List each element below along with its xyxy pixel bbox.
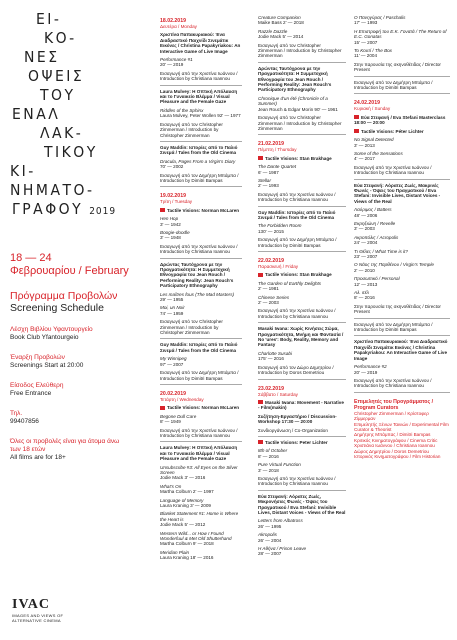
film-title: Stellar xyxy=(258,177,272,183)
film-entry xyxy=(160,550,242,561)
schedule-heading xyxy=(10,290,130,314)
film-entry xyxy=(160,511,242,527)
curator-entry: Δημήτρης Μπάμπας / Dimitri Bampas xyxy=(354,432,431,438)
film-meta: 175' — 2016 xyxy=(258,356,284,362)
section-heading xyxy=(258,156,346,161)
film-entry xyxy=(354,137,450,148)
phone-en: 99407856 xyxy=(10,418,39,425)
intro-note: Εισαγωγή από τον Christopher Zimmerman / Introduction by Christopher Zimmerman xyxy=(160,319,223,336)
entrance-gr: Είσοδος Ελεύθερη xyxy=(10,382,64,389)
program-title-text: Guy Maddin: Ιστορίες από το Παλιό Σινεμά / Tales from the Old Cinema xyxy=(160,144,238,156)
program-title xyxy=(258,326,346,348)
film-title: Performance #2 xyxy=(354,364,387,370)
film-title: My Winnipeg xyxy=(160,356,187,362)
film-title: What's On xyxy=(160,483,182,489)
venue-gr: Λέσχη Βιβλίου Υφαντουργείο xyxy=(10,326,93,333)
day-heading: 20.02.2019 xyxy=(160,390,186,397)
film-meta: 20' — 2019 xyxy=(354,369,378,375)
film-title: Λαύριμος / Batters xyxy=(354,207,392,213)
divider xyxy=(258,134,346,135)
film-title: Charlotte Susabi xyxy=(258,350,292,356)
film-entry xyxy=(160,159,242,170)
film-entry xyxy=(354,276,450,287)
intro-note: Εισαγωγή από την Χριστίνα Ιωάννου / Introduction by Christiana Ioannou xyxy=(160,243,238,255)
schedule-column-2 xyxy=(258,12,346,557)
film-entry xyxy=(354,364,450,375)
film-title: Unsubscribe #3: All Eyes on the Silver Screen xyxy=(160,464,238,475)
program-title xyxy=(258,210,346,221)
film-entry xyxy=(258,281,346,292)
section-title: Tactile Visions: Norman McLaren xyxy=(167,207,240,213)
day-name: Κυριακή / Sunday xyxy=(354,106,391,112)
festival-year: 2019 xyxy=(89,206,117,217)
title-line: ΤΙΚΟΥ xyxy=(44,143,98,161)
film-meta: 130' — 2015 xyxy=(258,228,284,234)
film-meta: 70' — 2002 xyxy=(160,164,184,170)
section-title: Εύα Στεφανή / Eva Stefani Masterclass 18:00 — 20:00 xyxy=(354,114,446,126)
film-title: Pure Virtual Function xyxy=(258,462,301,468)
film-entry xyxy=(354,48,450,59)
section-heading xyxy=(258,272,346,277)
program-title xyxy=(258,66,346,93)
film-meta: Laura Kraning 18' — 2016 xyxy=(160,555,214,561)
play-icon xyxy=(354,129,359,133)
film-entry xyxy=(258,351,346,362)
intro-note: Εισαγωγή από την Χριστίνα Ιωάννου / Introduction by Christiana Ioannou xyxy=(258,308,336,319)
film-meta: 74' — 1959 xyxy=(160,310,184,316)
film-title: Εκρηξιώνη / Revelle xyxy=(354,220,396,226)
film-title: Language of Memory xyxy=(160,497,204,503)
section-heading xyxy=(258,440,346,445)
start-gr: Έναρξη Προβολών xyxy=(10,354,65,361)
divider xyxy=(354,76,450,77)
film-entry xyxy=(160,414,242,425)
film-meta: 17' — 1993 xyxy=(354,20,378,26)
film-title: Riddles of the Sphinx xyxy=(160,107,204,113)
film-meta: 28' — 2007 xyxy=(258,551,282,557)
film-entry xyxy=(354,221,450,232)
phone-info xyxy=(10,410,130,426)
film-meta: 2' — 2003 xyxy=(258,300,279,306)
schedule-column-1 xyxy=(160,12,242,561)
title-line: ΝΗΜΑΤΟ- xyxy=(10,181,95,199)
film-title: Blanket Statement #1: Home is Where the Heart is xyxy=(160,511,239,522)
film-meta: Maike Bass 2' — 2018 xyxy=(258,20,304,26)
film-title: Hen Hop xyxy=(160,216,179,222)
intro-note: Εισαγωγή από τον Δημήτρη Μπάμπα / Introduction by Dimitri Bampas xyxy=(160,172,239,183)
logo-subtitle: IMAGES AND VIEWS OF ALTERNATIVE CINEMA xyxy=(12,613,64,623)
film-meta: 29' — 1955 xyxy=(160,297,184,303)
film-entry xyxy=(354,29,450,45)
divider xyxy=(354,93,450,94)
film-title: Chinese Series xyxy=(258,294,290,300)
divider xyxy=(258,322,346,323)
entrance-info xyxy=(10,382,130,398)
curator-entry: Ιστορικός Κινηματογράφου / Film Historian xyxy=(354,453,441,459)
day-heading: 18.02.2019 xyxy=(160,18,186,24)
film-meta: 3' — 1948 xyxy=(160,235,181,241)
divider xyxy=(258,251,346,252)
section-heading xyxy=(160,208,242,213)
program-title-text: Χριστίνα Παπακυριακού: Ένα Διαδραστικό Παιχνίδι Σινεμάτικ Εικόνες / Christina Papakyriakou: An Interactive Game of Live Image xyxy=(354,339,448,361)
intro-note: Στην παρουσία της σκηνοθέτιδας / Director Present xyxy=(354,303,441,315)
intro-note: Στην παρουσία της σκηνοθέτιδας / Director Present xyxy=(354,61,441,73)
film-entry xyxy=(258,546,346,557)
film-title: Creature Companion xyxy=(258,15,301,20)
entrance-en: Free Entrance xyxy=(10,390,52,397)
film-meta: 8' — 1949 xyxy=(160,419,181,425)
curator-entry: Δώρος Δημητρίου / Doros Demetriou xyxy=(354,448,429,454)
film-title: Dracula, Pages From a Virgin's Diary xyxy=(160,158,236,164)
play-icon xyxy=(160,406,165,410)
film-entry xyxy=(160,230,242,241)
film-title: Razzle Dazzle xyxy=(258,28,288,34)
intro-note: Εισαγωγή από τον Δημήτρη Μπάμπα / Introduction by Dimitri Bampas xyxy=(258,237,337,248)
film-entry xyxy=(258,462,346,473)
day-name: Πέμπτη / Thursday xyxy=(258,147,297,153)
film-meta: 11' — 2004 xyxy=(354,53,378,59)
film-title: The Garden of Earthly Delights xyxy=(258,280,322,286)
film-meta: 2' — 1981 xyxy=(258,286,279,292)
film-title: The Dante Quartet xyxy=(258,164,297,170)
divider xyxy=(160,441,242,442)
film-entry xyxy=(354,290,450,301)
curator-entry: Christopher Zimmerman / Κρίστοφερ Ζίμμερμαν xyxy=(354,410,429,422)
play-icon xyxy=(160,208,165,212)
program-title-text: Συζήτηση-Εργαστήριο / Discussion-Workshop 17:30 — 20:00 xyxy=(258,413,337,425)
film-meta: 8' — 2016 xyxy=(258,453,279,459)
curator-entry: Επιμελητής Ξένων Ταινιών / Experimental Film Curator & Theorist xyxy=(354,421,449,432)
program-title-text: Laura Mulvey: Η Οπτική Απόλαυση και το Γυναικείο Βλέμμα / Visual Pleasure and the Female Gaze xyxy=(160,88,238,105)
film-entry xyxy=(354,151,450,162)
film-meta: 23' — 2007 xyxy=(354,254,378,259)
film-entry xyxy=(258,15,346,26)
film-entry xyxy=(160,216,242,227)
divider xyxy=(160,186,242,187)
film-title: Moi, un Noir xyxy=(160,305,185,311)
day-name: Δευτέρα / Monday xyxy=(160,24,197,29)
film-entry xyxy=(258,532,346,543)
film-entry xyxy=(258,164,346,175)
film-meta: 26' — 2004 xyxy=(258,537,282,543)
film-title: Letters from Albatross xyxy=(258,518,303,524)
program-title-text: Εύα Στεφανή: Αόρατες Ζωές, Μικρονήσιες Φωνές - Όψεις του Πραγματικού / Eva Stefani: Invisible Lives, Distant Voices - Views of the Real xyxy=(258,493,346,515)
section-heading xyxy=(354,115,450,126)
film-title: Τι Θέλει; / What Time is it? xyxy=(354,248,408,254)
section-heading xyxy=(160,405,242,410)
title-line: ΕΝΑΛ xyxy=(12,105,61,123)
day-heading: 24.02.2019 xyxy=(354,100,380,107)
film-meta: 15' — 2007 xyxy=(354,39,378,45)
start-info xyxy=(10,354,130,370)
title-line: ΛΑΚ- xyxy=(40,124,84,142)
divider xyxy=(160,258,242,259)
film-title: Ο Νάος της Παρθένου / Virgin's Temple xyxy=(354,262,434,268)
intro-note: Εισαγωγή από τον Christopher Zimmerman / Introduction by Christopher Zimmerman xyxy=(160,121,223,138)
film-entry xyxy=(258,518,346,529)
festival-dates: 18 — 24 xyxy=(10,252,52,264)
start-en: Screenings Start at 20:00 xyxy=(10,362,84,369)
title-line: ΝΕΣ xyxy=(24,48,60,66)
film-meta: Jodie Mack 5' — 2014 xyxy=(258,34,304,40)
film-meta: 12' — 2013 xyxy=(354,281,378,287)
program-title-text: Δρώντας Ταυτόχρονα με την Πραγματικότητα: Η Συμμετοχική Εθνογραφία του Jean Rouch / Performing Reality: Jean Rouch's Participatory Ethnography xyxy=(258,65,332,93)
program-title xyxy=(160,342,242,353)
program-title xyxy=(160,89,242,105)
program-title xyxy=(160,32,242,54)
age-en: All films are for 18+ xyxy=(10,454,66,461)
film-entry xyxy=(258,29,346,40)
venue-en: Book Club Yfantourgeio xyxy=(10,334,79,341)
title-line: ΕΙ- xyxy=(36,10,62,28)
film-meta: Laura Mulvey, Peter Wollen 92' — 1977 xyxy=(160,113,241,119)
film-title: No Signal Detected xyxy=(354,137,394,143)
film-entry xyxy=(160,108,242,119)
film-meta: 26' — 1995 xyxy=(258,523,282,529)
divider xyxy=(160,338,242,339)
title-line: ΤΟΥ xyxy=(40,86,76,104)
film-meta: Laura Kraning 3' — 2009 xyxy=(160,503,211,508)
program-title-text: Guy Maddin: Ιστορίες από το Παλιό Σινεμά / Tales from the Old Cinema xyxy=(160,342,238,353)
film-title: Ο Πανηγύρας / Paschalis xyxy=(354,15,406,20)
film-entry xyxy=(354,249,450,260)
play-icon xyxy=(258,156,263,160)
phone-gr: Τηλ. xyxy=(10,410,23,417)
program-title xyxy=(354,339,450,361)
day-name: Τρίτη / Tuesday xyxy=(160,199,193,205)
film-meta: Martha Colburn 2' — 1997 xyxy=(160,489,214,495)
day-name: Σάββατο / Saturday xyxy=(258,391,298,397)
section-heading xyxy=(354,129,450,134)
day-heading: 23.02.2019 xyxy=(258,385,284,392)
section-title: Tactile Visions: Stan Brakhage xyxy=(265,272,332,278)
ivac-logo xyxy=(12,597,72,623)
play-icon xyxy=(258,273,263,277)
divider xyxy=(354,335,450,336)
section-title: Tactile Visions: Norman McLaren xyxy=(167,405,240,411)
curator-entry: Κριτικός Κινηματογράφου / Cinema Critic xyxy=(354,437,438,443)
divider xyxy=(160,85,242,86)
title-line: ΚΙ- xyxy=(10,162,36,180)
film-title: Western Wild... or How I Found Wonderfuul & Met Old Shutterhand xyxy=(160,530,232,542)
title-line: ΟΨΕΙΣ xyxy=(28,67,85,85)
program-title xyxy=(160,145,242,156)
divider xyxy=(354,318,450,319)
festival-month: Φεβρουαρίου / February xyxy=(10,265,129,277)
film-entry xyxy=(160,484,242,495)
film-title: Performance #1 xyxy=(160,57,193,63)
section-title: Tactile Visions: Péter Lichter xyxy=(361,128,424,134)
program-title xyxy=(354,183,450,205)
day-heading: 19.02.2019 xyxy=(160,193,186,200)
film-meta: 4' — 2017 xyxy=(354,156,375,162)
film-meta: 2' — 2010 xyxy=(354,267,375,273)
program-title-text: Masaki Iwana: Χωρίς Κινήσεις Σώμα, Πραγματικότητα, Μνήμη και Φαντασία / No 'ures': Body, Reality, Memory and Fantasy xyxy=(258,326,344,348)
intro-note: Εισαγωγή από τον Christopher Zimmerman / Introduction by Christopher Zimmerman xyxy=(258,42,342,59)
film-title: Begone Dull Care xyxy=(160,413,197,419)
day-heading: 22.02.2019 xyxy=(258,258,284,264)
film-entry xyxy=(160,305,242,316)
film-title: Η Επιστροφή του Ε.Κ. Γονατά / The Return of E.C. Gonatas xyxy=(354,28,447,40)
intro-note: Εισαγωγή από την Χριστίνα Ιωάννου / Introduction by Christiana Ioannou xyxy=(258,475,336,487)
intro-note: Εισαγωγή από την Χριστίνα Ιωάννου / Introduction by Christiana Ioannou xyxy=(160,70,238,82)
age-info xyxy=(10,438,130,462)
program-title-text: Εύα Στεφανή: Αόρατες Ζωές, Μακρινές Φωνές - Όψεις του Πραγματικού / Eva Stefani: Invisible Lives, Distant Voices - Views of the Real xyxy=(354,182,441,204)
film-meta: 3' — 2013 xyxy=(354,142,375,148)
film-meta: Jodie Mack 3' — 2016 xyxy=(160,475,206,481)
divider xyxy=(258,490,346,491)
intro-note: Εισαγωγή από τον Δημήτρη Μπάμπα / Introduction by Dimitri Bampas xyxy=(354,321,433,333)
curators-heading: Επιμελητές του Προγράμματος / Program Curators xyxy=(354,398,434,411)
schedule-column-3 xyxy=(354,12,450,459)
film-entry xyxy=(258,223,346,234)
day-name: Τετάρτη / Wednesday xyxy=(160,396,204,402)
film-title: 8th of October xyxy=(258,448,288,454)
section-title: Tactile Visions: Stan Brakhage xyxy=(265,155,332,161)
play-icon xyxy=(258,440,263,444)
curator-entry: Χριστιάνα Ιωάννου / Christiana Ioannou xyxy=(354,443,435,449)
intro-note: Εισαγωγή από την Χριστίνα Ιωάννου / Introduction by Christiana Ioannou xyxy=(160,427,238,438)
age-gr: Όλες οι προβολές είναι για άτομα άνω των 18 ετών xyxy=(10,438,120,453)
film-entry xyxy=(354,235,450,246)
film-title: Les maîtres fous (The Mad Masters) xyxy=(160,291,235,297)
intro-note: Εισαγωγή από τον Δημήτρη Μπάμπα / Introduction by Dimitri Bampas xyxy=(160,370,239,381)
venue-info xyxy=(10,326,130,342)
program-title-text: Laura Mulvey: Η Οπτική Απόλαυση και το Γυναικείο Βλέμμα / Visual Pleasure and the Female Gaze xyxy=(160,445,238,462)
film-title: Η Αθήνα / Prison Leave xyxy=(258,546,307,552)
program-title xyxy=(258,494,346,516)
title-line: ΚΟ- xyxy=(44,29,77,47)
film-title: Το Κουτί / The Box xyxy=(354,48,392,54)
film-entry xyxy=(354,15,450,26)
film-entry xyxy=(160,498,242,509)
logo-mark: IVAC xyxy=(12,597,50,612)
film-entry xyxy=(258,448,346,459)
program-title xyxy=(160,445,242,461)
film-meta: 24' — 2004 xyxy=(354,240,378,246)
film-meta: Martha Colburn 9' — 2018 xyxy=(160,541,214,547)
schedule-heading-gr: Πρόγραμμα Προβολών xyxy=(10,290,118,302)
film-entry xyxy=(258,295,346,306)
program-title-text: Δρώντας Ταυτόχρονα με την Πραγματικότητα: Η Συμμετοχική Εθνογραφία του Jean Rouch / Performing Reality: Jean Rouch's Participatory Ethnography xyxy=(160,261,234,289)
film-entry xyxy=(160,57,242,68)
section-heading xyxy=(258,400,346,411)
event-info xyxy=(10,252,130,462)
film-title: Meridian Plain xyxy=(160,549,190,555)
film-entry xyxy=(258,178,346,189)
divider xyxy=(258,436,346,437)
film-title: Chronique d'un été (Chronicle of a Summer) xyxy=(258,95,328,107)
film-meta: 3' — 2018 xyxy=(258,467,279,473)
film-meta: Jean Rouch & Edgar Morin 90' — 1961 xyxy=(258,106,338,112)
film-entry xyxy=(160,292,242,303)
program-title xyxy=(160,262,242,289)
film-meta: 3' — 1942 xyxy=(160,221,181,227)
film-meta: 3' — 2003 xyxy=(354,226,375,232)
program-title-text: Guy Maddin: Ιστορίες από το Παλιό Σινεμά / Tales from the Old Cinema xyxy=(258,209,336,220)
film-entry xyxy=(258,96,346,112)
film-entry xyxy=(354,207,450,218)
program-title xyxy=(258,414,346,425)
film-meta: 2' — 1993 xyxy=(258,183,279,189)
divider xyxy=(160,384,242,385)
play-icon xyxy=(354,115,359,119)
section-title: Tactile Visions: Peter Lichter xyxy=(265,439,328,445)
film-title: Boogie-doodle xyxy=(160,229,190,235)
film-entry xyxy=(160,531,242,547)
film-meta: 8' — 2016 xyxy=(354,295,375,301)
film-entry xyxy=(354,262,450,273)
divider xyxy=(354,392,450,393)
film-title: Προσωπικό / Personal xyxy=(354,276,400,282)
film-title: The Forbidden Room xyxy=(258,223,302,229)
film-meta: 6' — 1987 xyxy=(258,169,279,175)
film-title: Αλ. ιτέλ xyxy=(354,290,369,296)
film-entry xyxy=(160,465,242,481)
film-meta: 48' — 2006 xyxy=(354,212,378,218)
divider xyxy=(258,206,346,207)
title-line: ΓΡΑΦΟΥ xyxy=(12,200,84,218)
divider xyxy=(258,379,346,380)
intro-note: Εισαγωγή από την Χριστίνα Ιωάννου / Introduction by Christiana Ioannou xyxy=(354,164,432,176)
day-heading: 21.02.2019 xyxy=(258,141,284,148)
schedule-heading-en: Screening Schedule xyxy=(10,302,104,314)
intro-note: Εισαγωγή από την Χριστίνα Ιωάννου / Introduction by Christiana Ioannou xyxy=(258,191,336,203)
film-entry xyxy=(160,356,242,367)
title-line-last xyxy=(10,200,152,221)
film-title: Some of the Sensations xyxy=(354,150,403,156)
divider xyxy=(354,179,450,180)
divider xyxy=(160,141,242,142)
film-title: Ακροπόλις / Acropolis xyxy=(354,234,399,240)
day-name: Παρασκευή / Friday xyxy=(258,264,299,269)
film-meta: 20' — 2019 xyxy=(160,62,184,68)
program-title-text: Χριστίνα Παπακυριακού: Ένα Διαδραστικό Παιχνίδι Σινεμάτικ Εικόνες / Christina Papakyriakou: An Interactive Game of Live Image xyxy=(160,32,241,54)
intro-note: Εισαγωγή από τον Δημήτρη Μπάμπα / Introduction by Dimitri Bampas xyxy=(354,79,433,91)
play-icon xyxy=(258,400,263,404)
intro-note: Συνδιοργάνωση / Co-Organization xyxy=(258,427,328,433)
intro-note: Εισαγωγή από την Χριστίνα Ιωάννου / Introduction by Christiana Ioannou xyxy=(354,377,432,389)
festival-title xyxy=(10,10,152,221)
film-title: Akropolis xyxy=(258,532,277,538)
intro-note: Εισαγωγή από τον Christopher Zimmerman / Introduction by Christopher Zimmerman xyxy=(258,115,342,131)
film-meta: 97' — 2007 xyxy=(160,361,184,367)
section-title: Masaki Iwana: Movement - Narrative - Film(makin) xyxy=(258,399,344,411)
divider xyxy=(258,62,346,63)
film-meta: Jodie Mack 5' — 2012 xyxy=(160,522,206,528)
intro-note: Εισαγωγή από τον Δώρο Δημητρίου / Introduction by Doros Demetriou xyxy=(258,364,334,376)
